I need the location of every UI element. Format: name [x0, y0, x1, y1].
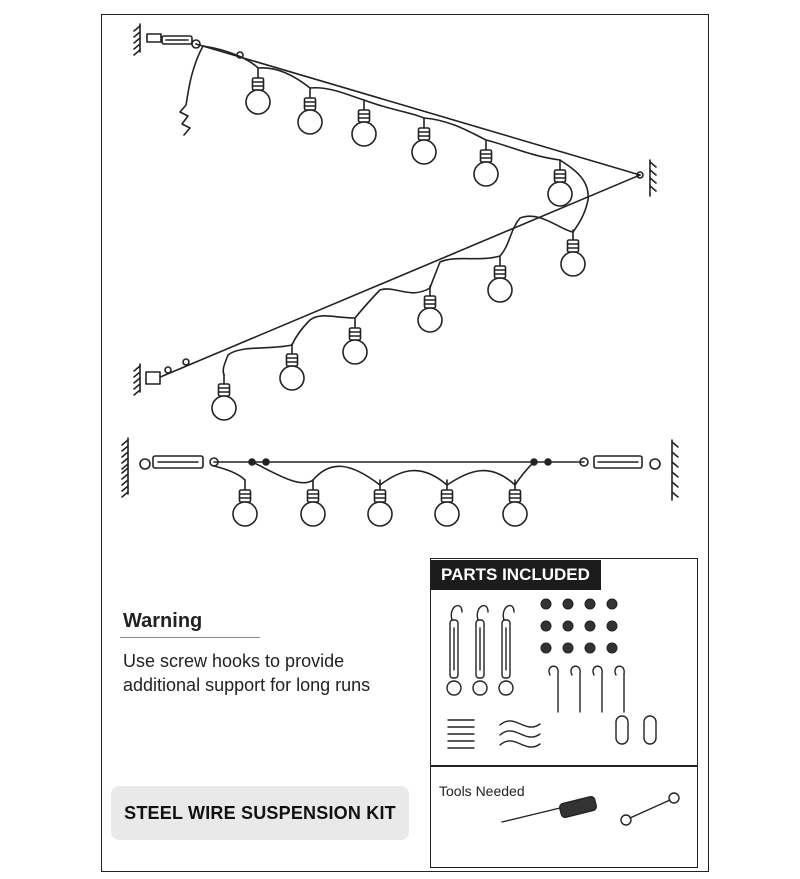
bulb — [412, 118, 436, 164]
parts-included-panel — [430, 558, 698, 868]
kit-title: STEEL WIRE SUSPENSION KIT — [124, 802, 396, 823]
tools-divider — [430, 765, 698, 767]
bulb — [343, 318, 367, 364]
bulb — [246, 68, 270, 114]
wall-anchor-right — [637, 160, 656, 196]
kit-title-badge — [111, 786, 409, 840]
light-string-middle — [223, 216, 573, 375]
bulb — [488, 256, 512, 302]
bulb — [368, 480, 392, 526]
tools-needed-label: Tools Needed — [439, 783, 525, 799]
bulb — [503, 480, 527, 526]
steel-wire-middle — [158, 175, 640, 378]
warning-title: Warning — [123, 610, 203, 632]
horizontal-span — [122, 438, 678, 500]
light-string-top — [203, 46, 588, 232]
bulb — [418, 286, 442, 332]
bulb — [212, 374, 236, 420]
bulb — [280, 344, 304, 390]
bulb — [474, 140, 498, 186]
power-cord — [180, 46, 203, 135]
bulb — [352, 100, 376, 146]
warning-text: Use screw hooks to provide additional support for long runs — [123, 651, 371, 695]
bulb — [548, 160, 572, 206]
bulb — [435, 480, 459, 526]
bulb — [233, 480, 257, 526]
parts-included-header: PARTS INCLUDED — [431, 560, 601, 590]
warning-divider — [120, 637, 260, 638]
bulb — [301, 480, 325, 526]
bulb — [298, 88, 322, 134]
bulb — [561, 230, 585, 276]
